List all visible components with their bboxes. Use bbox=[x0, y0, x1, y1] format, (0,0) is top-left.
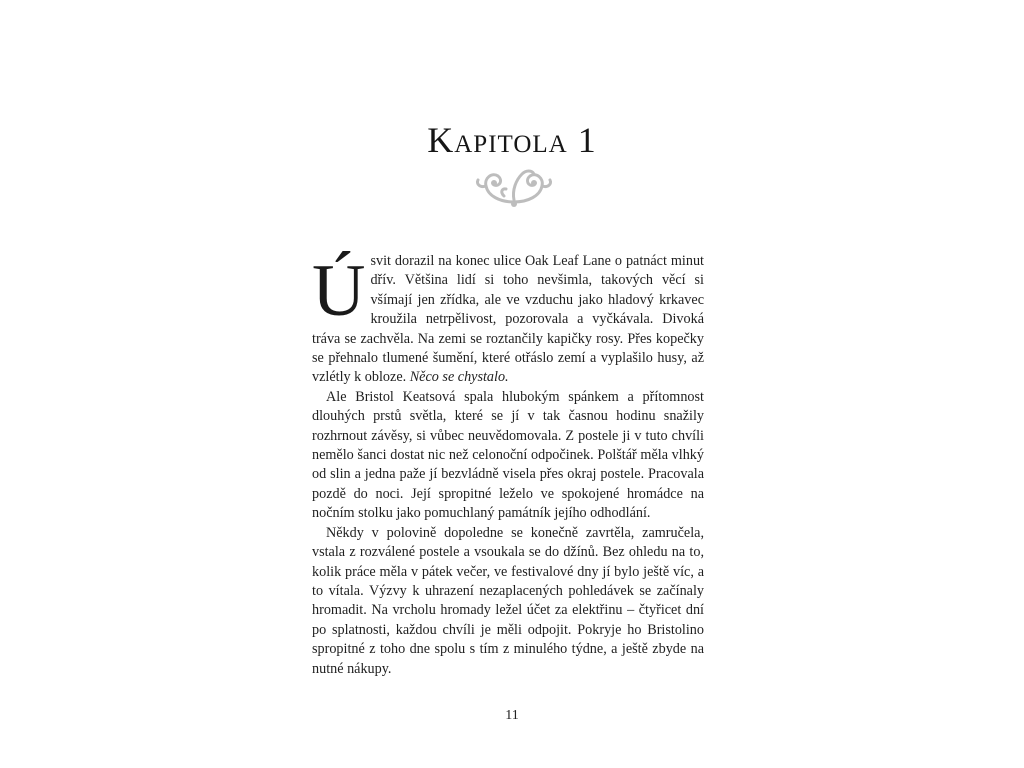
drop-cap: Ú bbox=[312, 250, 366, 332]
paragraph-2: Ale Bristol Keatsová spala hlubokým spánkem a přítomnost dlouhých prstů světla, které se jí v tak časnou hodinu snažily rozhrnout závěsy, si vůbec neuvědomovala. Z postele ji v tuto chvíli nemělo šanci dostat nic než celonoční odpočinek. Polštář měla vlhký od slin a jedna paže jí bezvládně visela přes okraj postele. Pracovala pozdě do noci. Její spropitné leželo ve spokojené hromádce na nočním stolku jako pomuchlaný památník jejího odhodlání. bbox=[312, 388, 704, 522]
chapter-body bbox=[312, 252, 704, 679]
flourish-ornament-icon bbox=[470, 162, 558, 210]
chapter-title: Kapitola 1 bbox=[427, 120, 597, 160]
page-number: 11 bbox=[505, 708, 519, 723]
paragraph-1 bbox=[312, 252, 704, 388]
paragraph-1-italic: Něco se chystalo. bbox=[409, 369, 509, 386]
paragraph-3: Někdy v polovině dopoledne se konečně zavrtěla, zamručela, vstala z rozválené postele a vsoukala se do džínů. Bez ohledu na to, kolik práce měla v pátek večer, ve festivalové dny jí bylo ještě víc, a to vítala. Výzvy k uhrazení nezaplacených pohledávek se začínaly hromadit. Na vrcholu hromady ležel účet za elektřinu – čtyřicet dní po splatnosti, každou chvíli je měli odpojit. Pokryje ho Bristolino spropitné z toho dne spolu s tím z minulého týdne, a ještě zbyde na nutné nákupy. bbox=[312, 524, 704, 677]
paragraph-1-text: svit dorazil na konec ulice Oak Leaf Lane o patnáct minut dřív. Většina lidí si toho nevšimla, takových věcí si všímají jen zřídka, ale ve vzduchu jako hladový krkavec kroužila netrpělivost, pozorovala a vyčkávala. Divoká tráva se zachvěla. Na zemi se roztančily kapičky rosy. Přes kopečky se přehnalo tlumené šumění, které otřáslo zemí a vyplašilo husy, až vzlétly k obloze. bbox=[312, 253, 704, 386]
